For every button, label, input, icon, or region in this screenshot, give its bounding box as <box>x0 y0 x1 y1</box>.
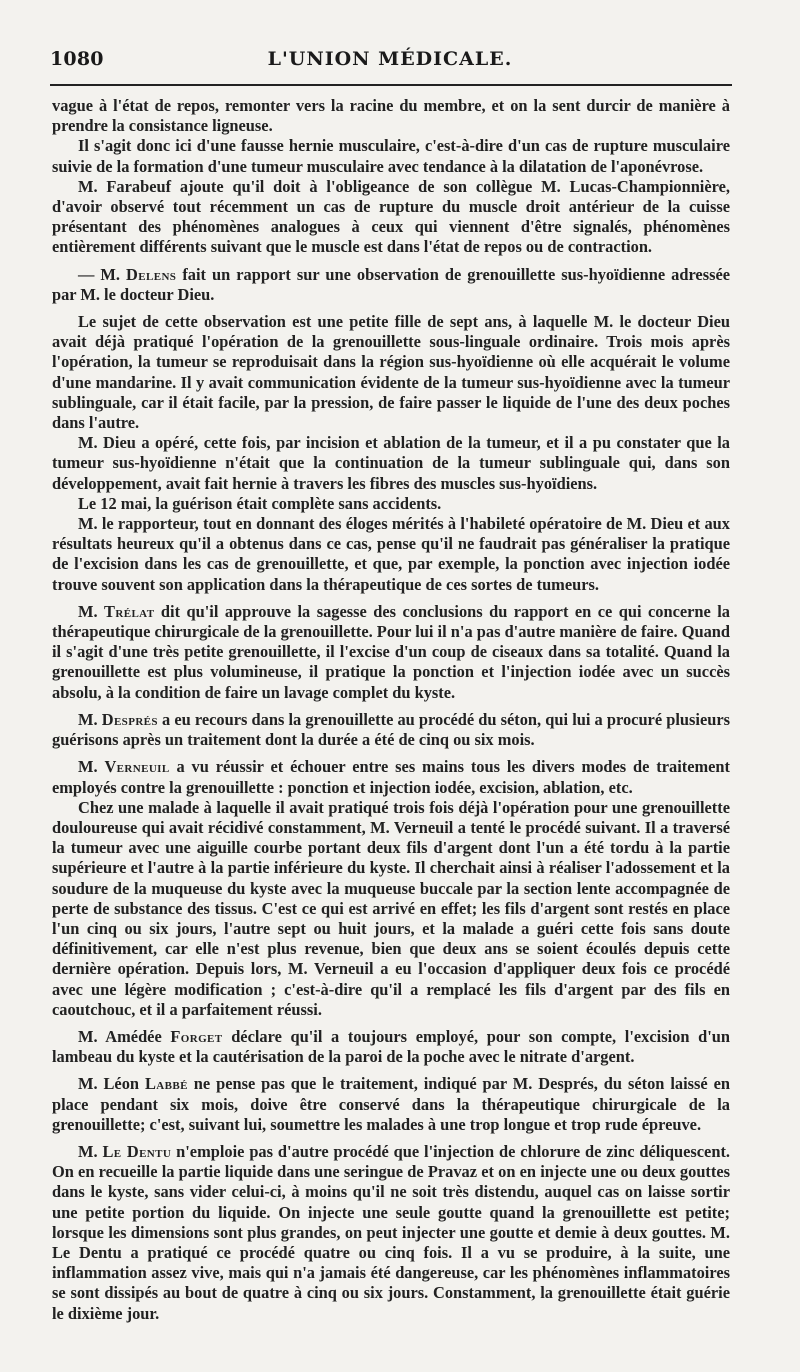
paragraph-text: M. Léon <box>78 1074 145 1094</box>
paragraph-text: ne pense pas que le traitement, indiqué par M. Després, du séton laissé en place pendant six mois, doive être conservé dans la thérapeutique chirurgicale de la grenouillette; c'est, suivant lui, soumettre les malades à une trop longue et trop rude épreuve. <box>52 1074 730 1134</box>
speaker-name: Le Dentu <box>102 1141 172 1161</box>
speaker-name: Forget <box>170 1026 223 1046</box>
paragraph-text: M. le rapporteur, tout en donnant des éloges mérités à l'habileté opératoire de M. Dieu et aux résultats heureux qu'il a obtenus dans ce cas, pense qu'il ne faudrait pas généraliser la pratique de l'excision dans les cas de grenouillette, et que, par exemple, la ponction avec injection iodée trouve souvent son application dans la thérapeutique de ces sortes de tumeurs. <box>52 514 730 594</box>
paragraph-text: M. <box>78 601 105 621</box>
speaker-name: Labbé <box>144 1074 188 1094</box>
paragraph-text: vague à l'état de repos, remonter vers la racine du membre, et on la sent durcir de manière à prendre la consistance ligneuse. <box>52 96 730 136</box>
article-body <box>52 96 730 1331</box>
journal-title: L'UNION MÉDICALE. <box>267 48 513 70</box>
paragraph-text: M. Farabeuf ajoute qu'il doit à l'obligeance de son collègue M. Lucas-Championnière, d'avoir observé tout récemment un cas de rupture du muscle droit antérieur de la cuisse présentant des phénomènes analogues à ceux qui viennent d'être signalés, phénomènes entièrement différents suivant que le muscle est dans l'état de repos ou de contraction. <box>52 176 730 257</box>
paragraph <box>52 710 730 750</box>
paragraph-text: a eu recours dans la grenouillette au procédé du séton, qui lui a procuré plusieurs guérisons après un traitement dont la durée a été de cinq ou six mois. <box>52 709 730 750</box>
paragraph <box>52 96 730 136</box>
paragraph <box>52 514 730 595</box>
paragraph <box>52 1074 730 1135</box>
paragraph <box>52 312 730 433</box>
paragraph-text: fait un rapport sur une observation de grenouillette sus-hyoïdienne adressée par M. le docteur Dieu. <box>52 264 731 304</box>
paragraph-text: M. <box>78 709 102 729</box>
paragraph <box>52 1027 730 1067</box>
paragraph-text: Le sujet de cette observation est une petite fille de sept ans, à laquelle M. le docteur Dieu avait déjà pratiqué l'opération de la grenouillette sous-linguale ordinaire. Trois mois après l'opération, la tumeur se reproduisait dans la région sus-hyoïdienne où elle acquérait le volume d'une mandarine. Il y avait communication évidente de la tumeur sus-hyoïdienne avec la tumeur sublinguale, car il était facile, par la pression, de faire passer le liquide de l'une des deux poches dans l'autre. <box>52 312 730 433</box>
paragraph-text: M. <box>78 757 105 777</box>
paragraph-text: n'emploie pas d'autre procédé que l'injection de chlorure de zinc déliquescent. On en recueille la partie liquide dans une seringue de Pravaz et on en injecte une ou deux gouttes dans le kyste, sans vider celui-ci, à moins qu'il ne soit très distendu, auquel cas on laisse sortir une petite portion du liquide. On injecte une seule goutte quand la grenouillette est petite; lorsque les dimensions sont plus grandes, on peut injecter une goutte et demie à deux gouttes. M. Le Dentu a pratiqué ce procédé quatre ou cinq fois. Il a vu se produire, à la suite, une inflammation assez vive, mais qui n'a jamais été dangereuse, car les phénomènes inflammatoires se sont dissipés au bout de quatre à cinq ou six jours. Constamment, la grenouillette était guérie le dixième jour. <box>52 1141 730 1323</box>
paragraph <box>52 1142 730 1324</box>
running-header <box>50 48 730 76</box>
paragraph <box>52 136 730 176</box>
speaker-name: Després <box>101 709 158 729</box>
paragraph-text: M. Dieu a opéré, cette fois, par incision et ablation de la tumeur, et il a pu constater que la tumeur sus-hyoïdienne n'était que la continuation de la tumeur sublinguale qui, dans son développement, avait fait hernie à travers les fibres des muscles sus-hyoïdiens. <box>52 433 730 493</box>
paragraph-text: dit qu'il approuve la sagesse des conclusions du rapport en ce qui concerne la thérapeutique chirurgicale de la grenouillette. Pour lui il n'a pas d'autre manière de faire. Quand il s'agit d'une très petite grenouillette, il l'excise d'un coup de ciseaux dans sa totalité. Quand la grenouillette est plus volumineuse, il pratique la ponction et l'injection iodée avec un succès absolu, à la condition de faire un lavage complet du kyste. <box>52 601 730 702</box>
speaker-name: Delens <box>126 264 177 284</box>
paragraph <box>52 177 730 258</box>
paragraph-text: Il s'agit donc ici d'une fausse hernie musculaire, c'est-à-dire d'un cas de rupture musculaire suivie de la formation d'une tumeur musculaire avec tendance à la dilatation de l'aponévrose. <box>52 136 730 176</box>
paragraph <box>52 433 730 494</box>
paragraph <box>52 602 730 703</box>
page-number: 1080 <box>50 48 104 70</box>
paragraph-text: déclare qu'il a toujours employé, pour son compte, l'excision d'un lambeau du kyste et la cautérisation de la paroi de la poche avec le nitrate d'argent. <box>52 1026 730 1067</box>
speaker-name: Verneuil <box>104 757 170 777</box>
paragraph <box>52 798 730 1020</box>
paragraph <box>52 265 730 305</box>
paragraph-text: M. <box>78 1141 103 1161</box>
paragraph-text: M. Amédée <box>78 1026 171 1046</box>
paragraph-text: — M. <box>78 264 126 284</box>
paragraph <box>52 757 730 797</box>
paragraph-text: Le 12 mai, la guérison était complète sans accidents. <box>78 493 442 513</box>
speaker-name: Trélat <box>104 601 155 621</box>
paragraph-text: a vu réussir et échouer entre ses mains tous les divers modes de traitement employés contre la grenouillette : ponction et injection iodée, excision, ablation, etc. <box>52 757 730 797</box>
paragraph <box>52 494 730 514</box>
header-rule <box>50 84 732 86</box>
paragraph-text: Chez une malade à laquelle il avait pratiqué trois fois déjà l'opération pour une grenouillette douloureuse qui avait récidivé constamment, M. Verneuil a tenté le procédé suivant. Il a traversé la tumeur avec une aiguille courbe portant deux fils d'argent dont l'un a été tordu à la partie supérieure et l'autre à la partie inférieure du kyste. Il cherchait ainsi à réaliser l'adossement et la soudure de la muqueuse du kyste avec la muqueuse buccale par la section lente accompagnée de perte de substance des tissus. C'est ce qui est arrivé en effet; les fils d'argent sont restés en place l'un cinq ou six jours, l'autre sept ou huit jours, et la malade a guéri cette fois sans doute définitivement, car elle n'est plus revenue, bien que deux ans se soient écoulés depuis cette dernière opération. Depuis lors, M. Verneuil a eu l'occasion d'appliquer deux fois ce procédé avec une légère modification ; c'est-à-dire qu'il a remplacé les fils d'argent par des fils en caoutchouc, et il a parfaitement réussi. <box>52 797 730 1019</box>
